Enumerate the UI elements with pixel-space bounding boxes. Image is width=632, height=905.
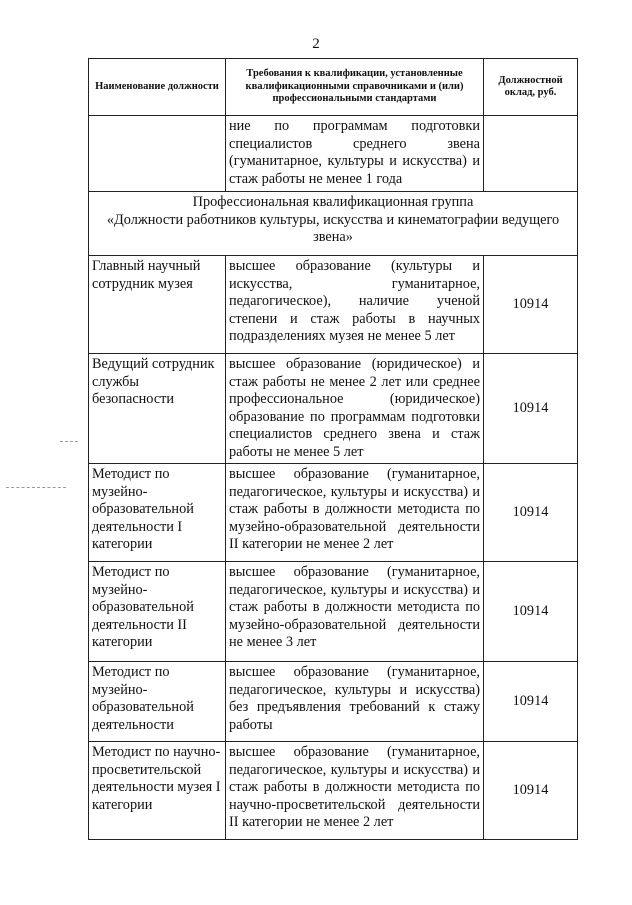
requirements-cell: высшее образование (гуманитарное, педагогическое, культуры и искусства) и стаж работы в должности методиста по музейно-образовательной деятельности II категории не менее 2 лет: [226, 464, 484, 562]
table-row: [89, 562, 578, 662]
header-position: Наименование должности: [89, 59, 226, 116]
salary-cell: 10914: [484, 464, 578, 562]
requirements-cell: высшее образование (юридическое) и стаж работы не менее 2 лет или среднее профессиональное (юридическое) образование по программам подготовки специалистов среднего звена и стаж работы не менее 5 лет: [226, 354, 484, 464]
position-cell: Методист по музейно-образовательной деятельности: [89, 662, 226, 742]
salary-cell: [484, 116, 578, 192]
salary-cell: 10914: [484, 354, 578, 464]
position-cell: [89, 116, 226, 192]
header-requirements: Требования к квалификации, установленные квалификационными справочниками и (или) профессиональными стандартами: [226, 59, 484, 116]
header-salary: Должностной оклад, руб.: [484, 59, 578, 116]
requirements-cell: высшее образование (гуманитарное, педагогическое, культуры и искусства) и стаж работы в должности методиста по музейно-образовательной деятельности не менее 3 лет: [226, 562, 484, 662]
table-row: [89, 662, 578, 742]
positions-table: [88, 58, 578, 840]
scan-mark: [60, 441, 78, 443]
scan-mark: [6, 487, 66, 489]
table-row: [89, 742, 578, 840]
requirements-cell: ние по программам подготовки специалистов среднего звена (гуманитарное, культуры и искусства) и стаж работы не менее 1 года: [226, 116, 484, 192]
position-cell: Методист по музейно-образовательной деятельности II категории: [89, 562, 226, 662]
requirements-cell: высшее образование (гуманитарное, педагогическое, культуры и искусства) без предъявления требований к стажу работы: [226, 662, 484, 742]
group-title-line1: Профессиональная квалификационная группа: [192, 194, 474, 210]
page-number: 2: [312, 36, 320, 52]
position-cell: Методист по музейно-образовательной деятельности I категории: [89, 464, 226, 562]
table-row: [89, 256, 578, 354]
position-cell: Методист по научно-просветительской деятельности музея I категории: [89, 742, 226, 840]
position-cell: Главный научный сотрудник музея: [89, 256, 226, 354]
requirements-cell: высшее образование (гуманитарное, педагогическое, культуры и искусства) и стаж работы в должности методиста по научно-просветительской деятельности II категории не менее 2 лет: [226, 742, 484, 840]
requirements-cell: высшее образование (культуры и искусства, гуманитарное, педагогическое), наличие ученой степени и стаж работы в научных подразделениях музея не менее 5 лет: [226, 256, 484, 354]
group-title-line2: «Должности работников культуры, искусства и кинематографии ведущего звена»: [106, 211, 560, 245]
table-row: [89, 354, 578, 464]
salary-cell: 10914: [484, 662, 578, 742]
table-row: [89, 116, 578, 192]
table-header-row: [89, 59, 578, 116]
position-cell: Ведущий сотрудник службы безопасности: [89, 354, 226, 464]
group-title: [89, 192, 578, 256]
salary-cell: 10914: [484, 742, 578, 840]
table-row: [89, 464, 578, 562]
salary-cell: 10914: [484, 256, 578, 354]
group-header-row: [89, 192, 578, 256]
salary-cell: 10914: [484, 562, 578, 662]
